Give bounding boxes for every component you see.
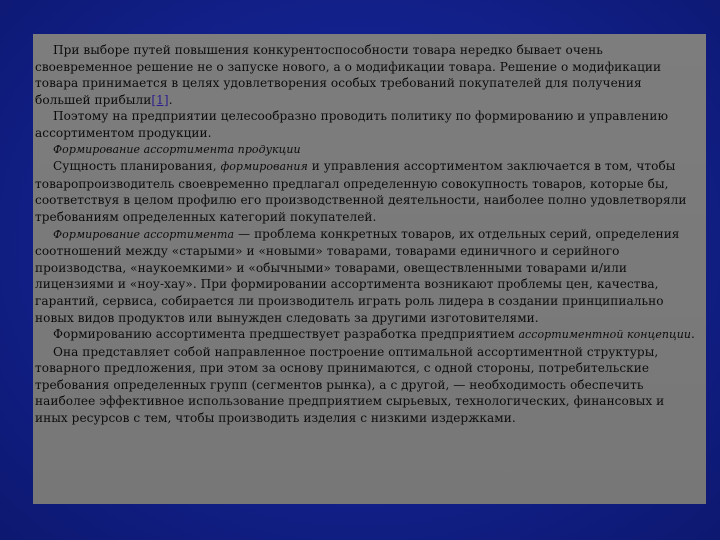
paragraph-essence [35, 158, 700, 225]
text-box [33, 34, 706, 504]
italic-term: ассортиментной концепции [518, 328, 692, 342]
paragraph-text-end: . [168, 92, 173, 107]
paragraph-policy: Поэтому на предприятии целесообразно проводить политику по формированию и управлению ассортиментом продукции. [35, 109, 669, 140]
paragraph-text: и управления ассортиментом заключается в том, чтобы товаропроизводитель своевременно предлагал определенную совокупность товаров, которые бы, соответствуя в целом профилю его производственной деятельности, наиболее полно удовлетворяли требованиям определенных категорий покупателей. [35, 159, 687, 224]
italic-term: Формирование ассортимента [53, 227, 235, 241]
slide-body-text [33, 34, 706, 427]
footnote-reference-link[interactable]: [1] [151, 92, 169, 107]
italic-term: формирования [220, 160, 308, 174]
paragraph-text: При выборе путей повышения конкурентоспособности товара нередко бывает очень своевременное решение не о запуске нового, а о модификации товара. Решение о модификации товара принимается в целях удовлетворения особых требований покупателей для получения большей прибыли [35, 43, 662, 107]
paragraph-text: Формированию ассортимента предшествует разработка предприятием [53, 327, 519, 342]
paragraph-modification [35, 42, 700, 108]
paragraph-formation [35, 226, 700, 327]
paragraph-text: Сущность планирования, [53, 159, 221, 174]
paragraph-structure: Она представляет собой направленное построение оптимальной ассортиментной структуры, товарного предложения, при этом за основу принимаются, с одной стороны, потребительские требования определенных групп (сегментов рынка), а с другой, — необходимость обеспечить наиболее эффективное использование предприятием сырьевых, технологических, финансовых и иных ресурсов с тем, чтобы производить изделия с низкими издержками. [35, 344, 665, 426]
paragraph-text-end: . [691, 327, 695, 342]
paragraph-text: — проблема конкретных товаров, их отдельных серий, определения соотношений между «старыми» и «новыми» товарами, товарами единичного и серийного производства, «наукоемкими» и «обычными» товарами, овеществленными товарами и/или лицензиями и «ноу-хау». При формировании ассортимента возникают проблемы цен, качества, гарантий, сервиса, собирается ли производитель играть роль лидера в создании принципиально новых видов продуктов или вынужден следовать за другими изготовителями. [35, 226, 680, 325]
section-heading: Формирование ассортимента продукции [53, 142, 301, 156]
paragraph-concept [35, 326, 700, 344]
